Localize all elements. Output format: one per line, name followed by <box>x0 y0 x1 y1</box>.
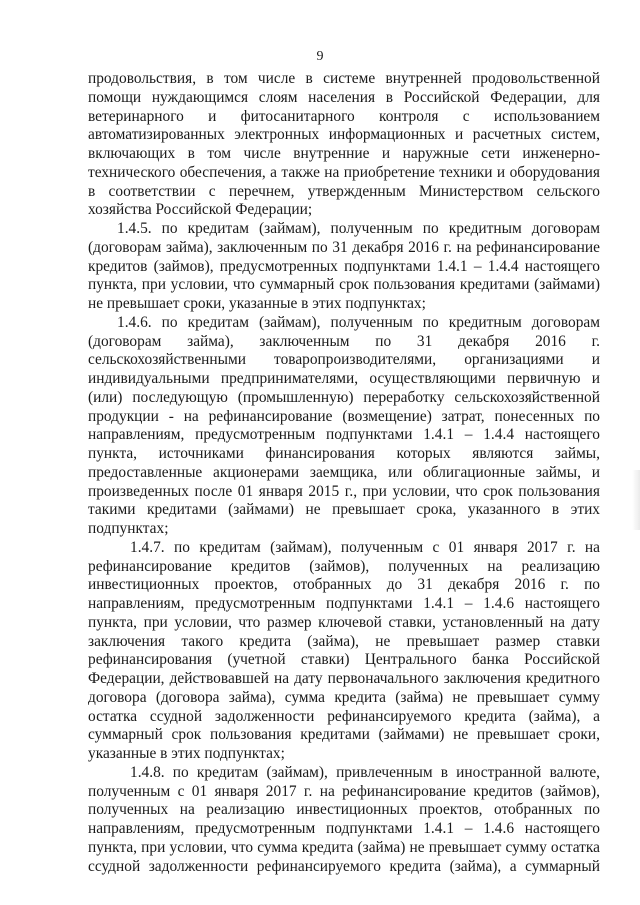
document-body <box>88 70 600 876</box>
text-line: рефинансирование кредитов (займов), полученных на реализацию <box>88 557 600 575</box>
text-line: указанные в этих подпунктах; <box>88 745 285 762</box>
text-line: (договорам займа), заключенным по 31 декабря 2016 г. <box>88 332 600 350</box>
text-line: в соответствии с перечнем, утвержденным Министерством сельского <box>88 182 600 200</box>
text-line: заключения такого кредита (займа), не превышает размер ставки <box>88 632 600 650</box>
text-line: технического обеспечения, а также на приобретение техники и оборудования <box>88 163 600 181</box>
text-line: хозяйства Российской Федерации; <box>88 201 313 219</box>
text-line: направлениям, предусмотренным подпунктами 1.4.1 – 1.4.6 настоящего <box>88 595 600 612</box>
scan-edge-shadow <box>632 470 640 530</box>
text-line: полученным с 01 января 2017 г. на рефинансирование кредитов (займов), <box>88 782 600 800</box>
text-line: пункта, при условии, что размер ключевой ставки, установленный на дату <box>88 613 600 631</box>
paragraph-continuation <box>88 70 600 220</box>
text-line: индивидуальными предпринимателями, осуществляющими первичную и <box>88 370 600 387</box>
text-line: полученных на реализацию инвестиционных проектов, отобранных по <box>88 801 600 819</box>
text-line: остатка ссудной задолженности рефинансируемого кредита (займа), а <box>88 707 600 725</box>
text-line: суммарный срок пользования кредитами (займами) не превышает сроки, <box>88 726 600 744</box>
paragraph-1-4-6 <box>88 314 600 539</box>
text-line: ветеринарного и фитосанитарного контроля с использованием <box>88 107 600 125</box>
text-line: (договорам займа), заключенным по 31 декабря 2016 г. на рефинансирование <box>88 238 600 256</box>
text-line: предоставленные акционерами заемщика, или облигационные займы, и <box>88 463 600 481</box>
text-line: Федерации, действовавшей на дату первоначального заключения кредитного <box>88 670 600 687</box>
text-line: произведенных после 01 января 2015 г., при условии, что срок пользования <box>88 482 600 500</box>
text-line: пункта, источниками финансирования которых являются займы, <box>88 445 600 462</box>
paragraph-1-4-5 <box>88 220 600 314</box>
text-line: подпунктах; <box>88 520 169 537</box>
text-line: направлениям, предусмотренным подпунктами 1.4.1 – 1.4.4 настоящего <box>88 426 600 444</box>
page-number: 9 <box>316 49 324 64</box>
paragraph-1-4-7 <box>88 539 600 764</box>
text-line: договора (договора займа), сумма кредита (займа) не превышает сумму <box>88 688 600 706</box>
text-line: продукции - на рефинансирование (возмещение) затрат, понесенных по <box>88 407 600 425</box>
text-line: пункта, при условии, что суммарный срок пользования кредитами (займами) <box>88 276 600 294</box>
text-line: включающих в том числе внутренние и наружные сети инженерно- <box>88 145 600 162</box>
text-line: направлениям, предусмотренным подпунктами 1.4.1 – 1.4.6 настоящего <box>88 820 600 837</box>
text-line: такими кредитами (займами) не превышает срока, указанного в этих <box>88 501 600 519</box>
text-line: сельскохозяйственными товаропроизводителями, организациями и <box>88 351 600 369</box>
text-line: продовольствия, в том числе в системе внутренней продовольственной <box>88 70 600 87</box>
text-line: 1.4.5. по кредитам (займам), полученным по кредитным договорам <box>117 220 600 237</box>
paragraph-1-4-8 <box>88 764 600 877</box>
text-line: пункта, при условии, что сумма кредита (займа) не превышает сумму остатка <box>88 838 600 856</box>
text-line: помощи нуждающимся слоям населения в Российской Федерации, для <box>88 88 600 106</box>
text-line: 1.4.8. по кредитам (займам), привлеченным в иностранной валюте, <box>130 763 600 781</box>
text-line: кредитов (займов), предусмотренных подпунктами 1.4.1 – 1.4.4 настоящего <box>88 257 600 275</box>
text-line: 1.4.6. по кредитам (займам), полученным по кредитным договорам <box>117 313 600 331</box>
text-line: не превышает сроки, указанные в этих подпунктах; <box>88 295 426 312</box>
text-line: 1.4.7. по кредитам (займам), полученным с 01 января 2017 г. на <box>130 538 600 556</box>
text-line: ссудной задолженности рефинансируемого кредита (займа), а суммарный <box>88 857 600 875</box>
text-line: (или) последующую (промышленную) переработку сельскохозяйственной <box>88 388 600 406</box>
text-line: инвестиционных проектов, отобранных до 31 декабря 2016 г. по <box>88 576 600 594</box>
text-line: автоматизированных электронных информационных и расчетных систем, <box>88 126 600 144</box>
text-line: рефинансирования (учетной ставки) Центрального банка Российской <box>88 651 600 669</box>
